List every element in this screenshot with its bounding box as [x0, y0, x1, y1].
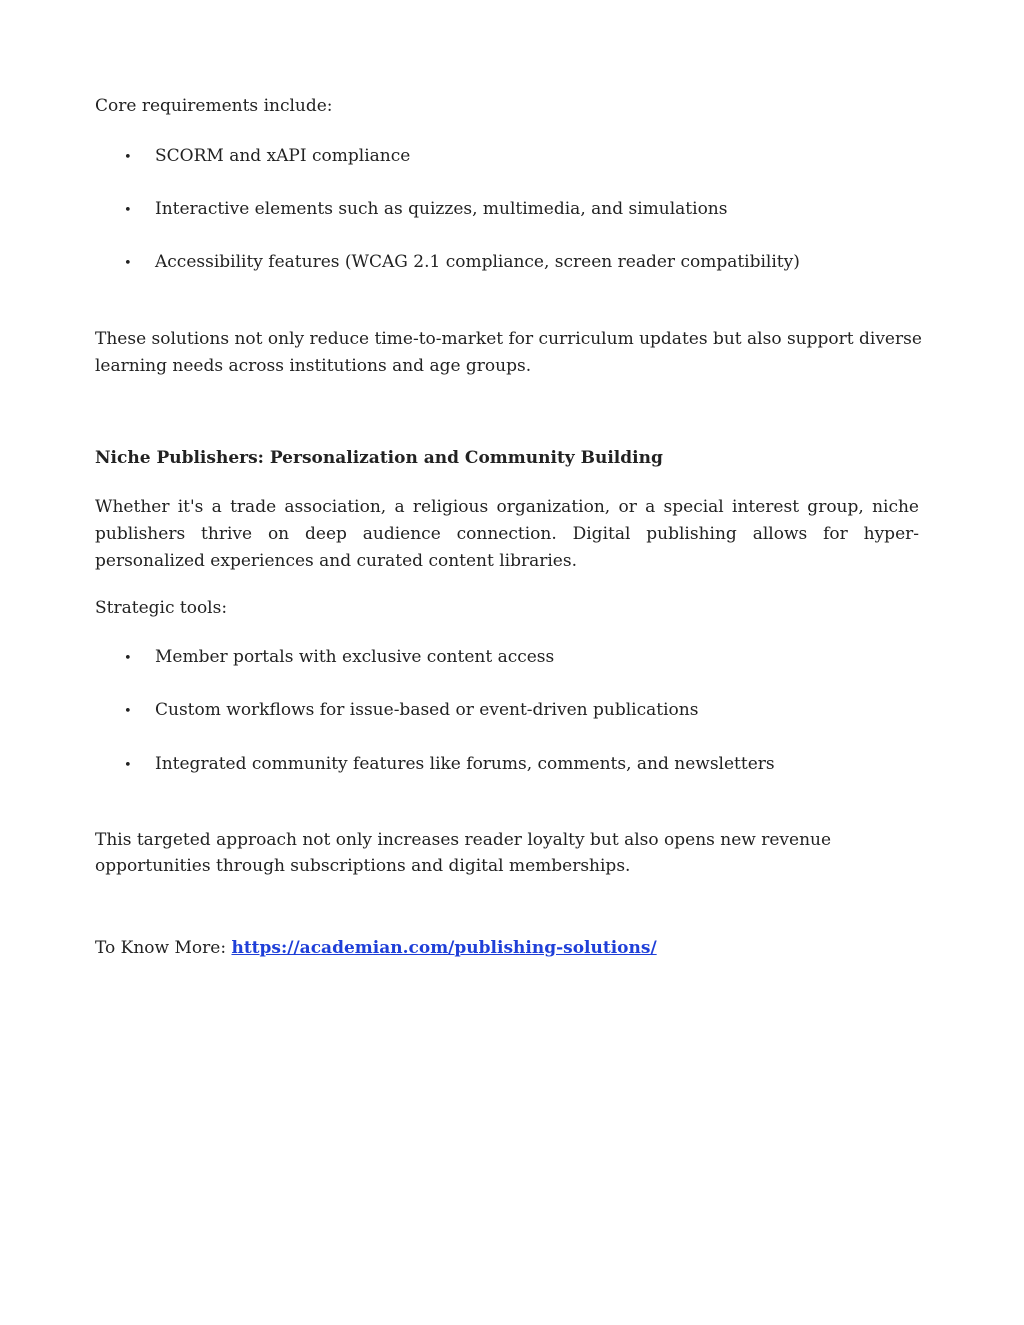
core-requirements-intro: Core requirements include:: [95, 96, 333, 116]
summary-paragraph-line: learning needs across institutions and age groups.: [95, 356, 532, 376]
section-heading: Niche Publishers: Personalization and Community Building: [95, 448, 663, 468]
list-item: Integrated community features like forums, comments, and newsletters: [155, 754, 775, 774]
bullet-icon: •: [124, 758, 132, 773]
publishing-solutions-link[interactable]: https://academian.com/publishing-solutions/: [231, 938, 657, 958]
list-item: Custom workflows for issue-based or event-driven publications: [155, 700, 699, 720]
niche-publishers-paragraph: Whether it's a trade association, a religious organization, or a special interest group, niche publishers thrive on deep audience connection. Digital publishing allows for hyper-personalized experiences and curated content libraries.: [95, 497, 919, 571]
summary-paragraph-line: This targeted approach not only increases reader loyalty but also opens new revenue: [95, 830, 832, 850]
bullet-icon: •: [124, 651, 132, 666]
know-more-line: [95, 935, 657, 962]
bullet-icon: •: [124, 256, 132, 271]
strategic-tools-intro: Strategic tools:: [95, 598, 228, 618]
bullet-icon: •: [124, 704, 132, 719]
list-item: SCORM and xAPI compliance: [155, 146, 411, 166]
bullet-icon: •: [124, 150, 132, 165]
summary-paragraph-line: These solutions not only reduce time-to-market for curriculum updates but also support diverse: [95, 329, 922, 349]
summary-paragraph-line: opportunities through subscriptions and digital memberships.: [95, 856, 631, 876]
list-item: Accessibility features (WCAG 2.1 compliance, screen reader compatibility): [155, 252, 800, 272]
list-item: Interactive elements such as quizzes, multimedia, and simulations: [155, 199, 728, 219]
list-item: Member portals with exclusive content access: [155, 647, 555, 667]
bullet-icon: •: [124, 203, 132, 218]
know-more-label: To Know More:: [95, 938, 232, 958]
